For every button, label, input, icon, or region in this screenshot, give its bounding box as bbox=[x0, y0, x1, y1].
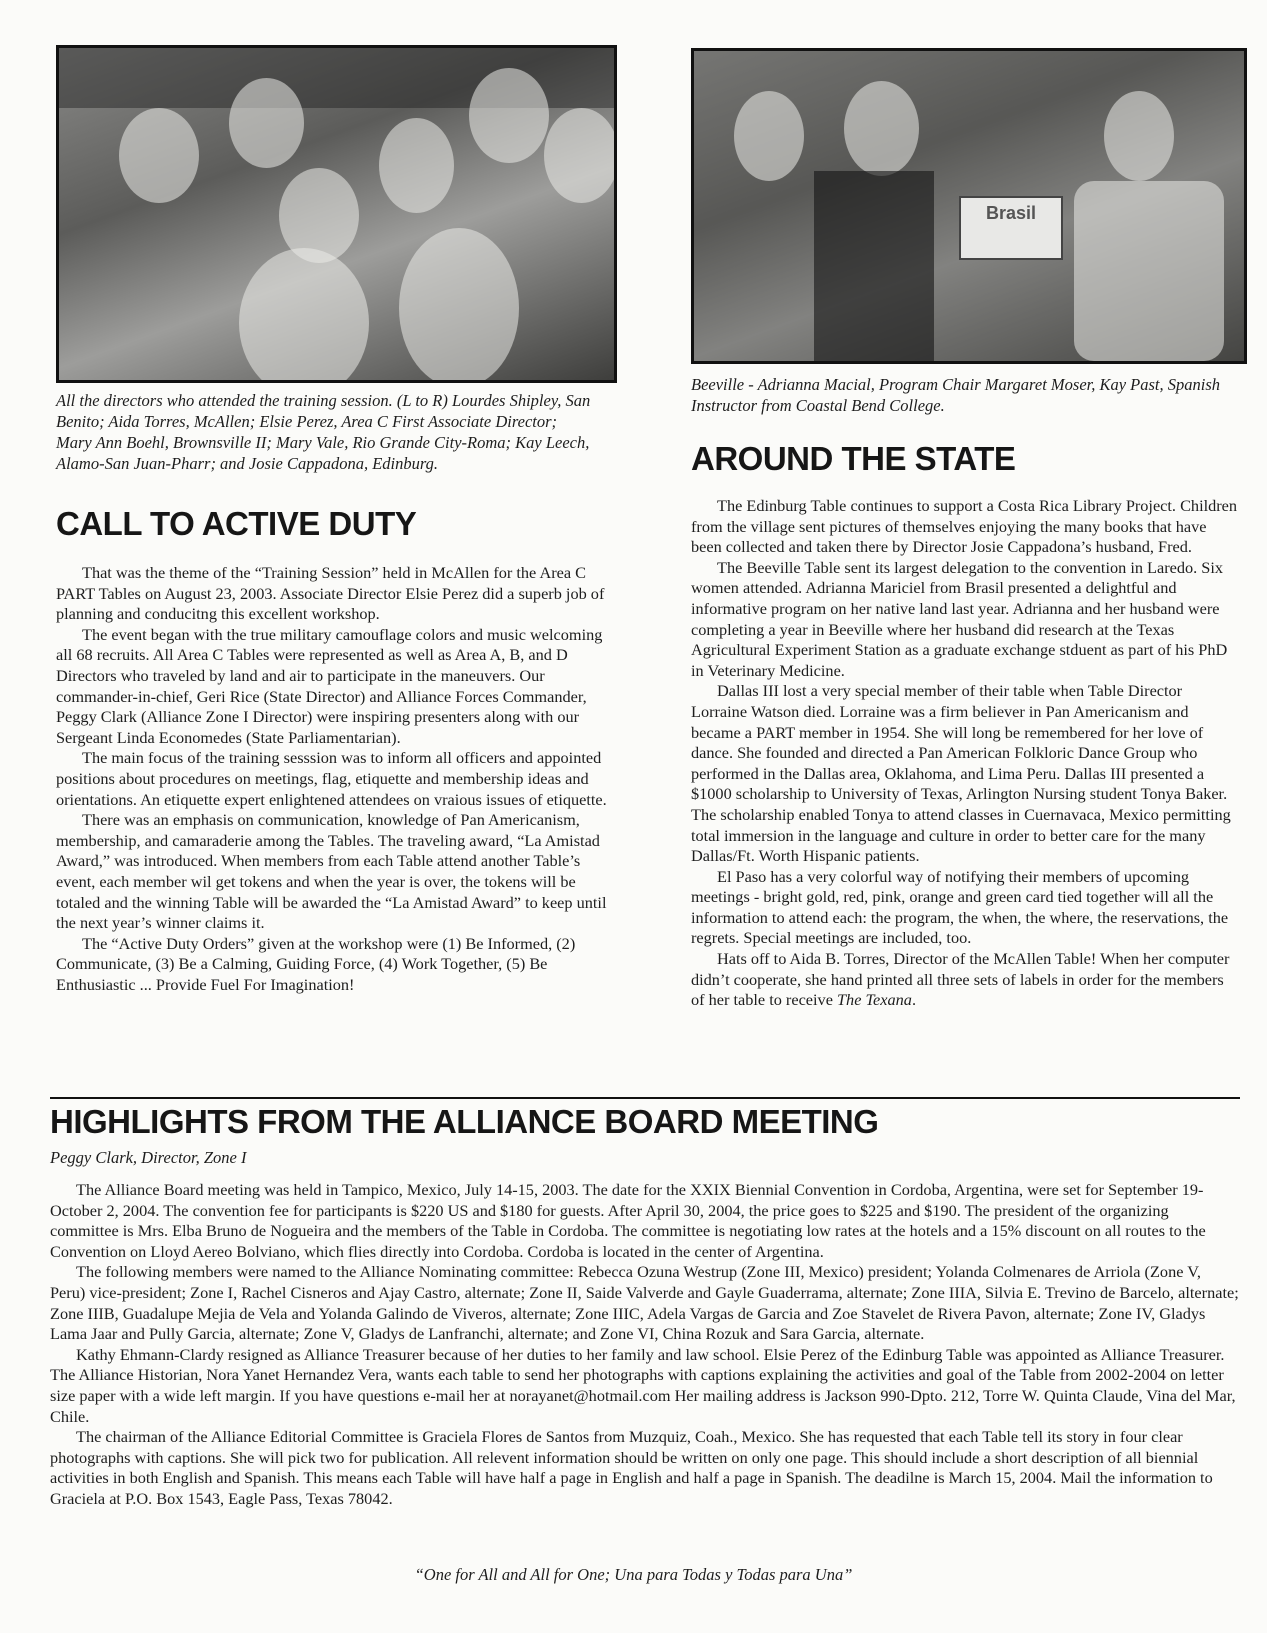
paragraph: Dallas III lost a very special member of their table when Table Director Lorraine Watson died. Lorraine was a firm believer in Pan Americanism and became a PART member in 1954. She will long be remembered for her love of dance. She founded and directed a Pan American Folkloric Dance Group who performed in the Dallas area, Oklahoma, and Lima Peru. Dallas III presented a $1000 scholarship to University of Texas, Arlington Nursing student Tonya Baker. The scholarship enabled Tonya to attend classes in Cuernavaca, Mexico permitting total immersion in the language and culture in order to better care for the many Dallas/Ft. Worth Hispanic patients. bbox=[691, 681, 1231, 866]
training-session-caption: All the directors who attended the training session. (L to R) Lourdes Shipley, San Benito; Aida Torres, McAllen; Elsie Perez, Area C First Associate Director; Mary Ann Boehl, Brownsville II; Mary Vale, Rio Grande City-Roma; Kay Leech, Alamo-San Juan-Pharr; and Josie Cappadona, Edinburg. bbox=[56, 391, 591, 473]
paragraph: The following members were named to the Alliance Nominating committee: Rebecca Ozuna Westrup (Zone III, Mexico) president; Yolanda Colmenares de Arriola (Zone V, Peru) vice-president; Zone I, Rachel Cisneros and Ajay Castro, alternate; Zone II, Saide Valverde and Gayle Guaderrama, alternate; Zone IIIA, Silvia E. Trevino de Barcelo, alternate; Zone IIIB, Guadalupe Mejia de Vela and Yolanda Galindo de Viveros, alternate; Zone IIIC, Adela Vargas de Garcia and Zoe Stavelet de Rivera Pavon, alternate; Zone IV, Gladys Lama Jaar and Pully Garcia, alternate; Zone V, Gladys de Lanfranchi, alternate; and Zone VI, China Rozuk and Sara Garcia, alternate. bbox=[50, 1262, 1239, 1344]
highlights-body bbox=[50, 1180, 1240, 1510]
brasil-sign bbox=[959, 196, 1063, 260]
paragraph: The Beeville Table sent its largest delegation to the convention in Laredo. Six women attended. Adrianna Mariciel from Brasil presented a delightful and informative program on her native land last year. Adrianna and her husband were completing a year in Beeville where her husband did research at the Texas Agricultural Experiment Station as a graduate exchange stduent as part of his PhD in Veterinary Medicine. bbox=[691, 557, 1228, 680]
beeville-caption: Beeville - Adrianna Macial, Program Chair Margaret Moser, Kay Past, Spanish Instructor from Coastal Bend College. bbox=[691, 375, 1221, 415]
paragraph: The Alliance Board meeting was held in Tampico, Mexico, July 14-15, 2003. The date for the XXIX Biennial Convention in Cordoba, Argentina, were set for September 19-October 2, 2004. The convention fee for participants is $220 US and $180 for guests. After April 30, 2004, the price goes to $225 and $190. The president of the organizing committee is Mrs. Elba Bruno de Nogueira and the members of the Table in Cordoba. The committee is negotiating low rates at the hotels and a 15% discount on all routes to the Convention on Lloyd Aereo Bolviano, which flies directly into Cordoba. Cordoba is located in the center of Argentina. bbox=[50, 1180, 1206, 1261]
motto: “One for All and All for One; Una para Todas y Todas para Una” bbox=[414, 1565, 853, 1584]
training-session-photo bbox=[56, 45, 617, 383]
call-to-active-duty-heading: CALL TO ACTIVE DUTY bbox=[56, 505, 417, 542]
paragraph: The main focus of the training sesssion was to inform all officers and appointed positions about procedures on meetings, flag, etiquette and membership ideas and orientations. An etiquette expert enlightened attendees on vraious issues of etiquette. bbox=[56, 748, 607, 809]
paragraph: The Edinburg Table continues to support a Costa Rica Library Project. Children from the village sent pictures of themselves enjoying the many books that have been collected and taken there by Director Josie Cappadona’s husband, Fred. bbox=[691, 496, 1238, 557]
paragraph: The chairman of the Alliance Editorial Committee is Graciela Flores de Santos from Muzquiz, Coah., Mexico. She has requested that each Table tell its story in four clear photographs with captions. She will pick two for publication. All relevent information should be written on only one page. This should include a short description of all biennial activities in both English and Spanish. This means each Table will have half a page in English and half a page in Spanish. The deadilne is March 15, 2004. Mail the information to Graciela at P.O. Box 1543, Eagle Pass, Texas 78042. bbox=[50, 1427, 1213, 1508]
paragraph: Kathy Ehmann-Clardy resigned as Alliance Treasurer because of her duties to her family and law school. Elsie Perez of the Edinburg Table was appointed as Alliance Treasurer. The Alliance Historian, Nora Yanet Hernandez Vera, wants each table to send her photographs with captions explaining the activities and goal of the Table from 2002-2004 on letter size paper with a wide left margin. If you have questions e-mail her at norayanet@hotmail.com Her mailing address is Jackson 990-Dpto. 212, Torre W. Quinta Claude, Vina del Mar, Chile. bbox=[50, 1344, 1236, 1426]
paragraph: The event began with the true military camouflage colors and music welcoming all 68 recruits. All Area C Tables were represented as well as Area A, B, and D Directors who traveled by land and air to participate in the maneuvers. Our commander-in-chief, Geri Rice (State Director) and Alliance Forces Commander, Peggy Clark (Alliance Zone I Director) were inspiring presenters along with our Sergeant Linda Economedes (State Parliamentarian). bbox=[56, 624, 603, 747]
highlights-heading: HIGHLIGHTS FROM THE ALLIANCE BOARD MEETING bbox=[50, 1103, 879, 1140]
around-the-state-heading: AROUND THE STATE bbox=[691, 440, 1016, 477]
call-to-active-duty-body bbox=[56, 563, 611, 995]
highlights-byline: Peggy Clark, Director, Zone I bbox=[50, 1148, 247, 1167]
beeville-photo bbox=[691, 48, 1247, 364]
around-the-state-body bbox=[691, 496, 1241, 1011]
paragraph: The “Active Duty Orders” given at the workshop were (1) Be Informed, (2) Communicate, (3) Be a Calming, Guiding Force, (4) Work Together, (5) Be Enthusiastic ... Provide Fuel For Imagination! bbox=[56, 933, 576, 994]
section-divider bbox=[50, 1097, 1240, 1099]
paragraph-end: . bbox=[911, 990, 917, 1010]
brasil-sign-text: Brasil bbox=[985, 203, 1037, 223]
paragraph bbox=[691, 949, 1241, 1011]
paragraph: That was the theme of the “Training Session” held in McAllen for the Area C PART Tables on August 23, 2003. Associate Director Elsie Perez did a superb job of planning and conducitng this excellent workshop. bbox=[56, 563, 605, 624]
publication-title: The Texana bbox=[837, 990, 912, 1010]
paragraph: El Paso has a very colorful way of notifying their members of upcoming meetings - bright gold, red, pink, orange and green card tied together will all the information to attend each: the program, the when, the where, the reservations, the regrets. Special meetings are included, too. bbox=[691, 866, 1229, 948]
paragraph: There was an emphasis on communication, knowledge of Pan Americanism, membership, and camaraderie among the Tables. The traveling award, “La Amistad Award,” was introduced. When members from each Table attend another Table’s event, each member wil get tokens and when the year is over, the tokens will be totaled and the winning Table will be awarded the “La Amistad Award” to keep until the next year’s winner claims it. bbox=[56, 810, 607, 933]
paragraph-text: Hats off to Aida B. Torres, Director of the McAllen Table! When her computer didn’t cooperate, she hand printed all three sets of labels in order for the members of her table to receive bbox=[691, 949, 1230, 1010]
